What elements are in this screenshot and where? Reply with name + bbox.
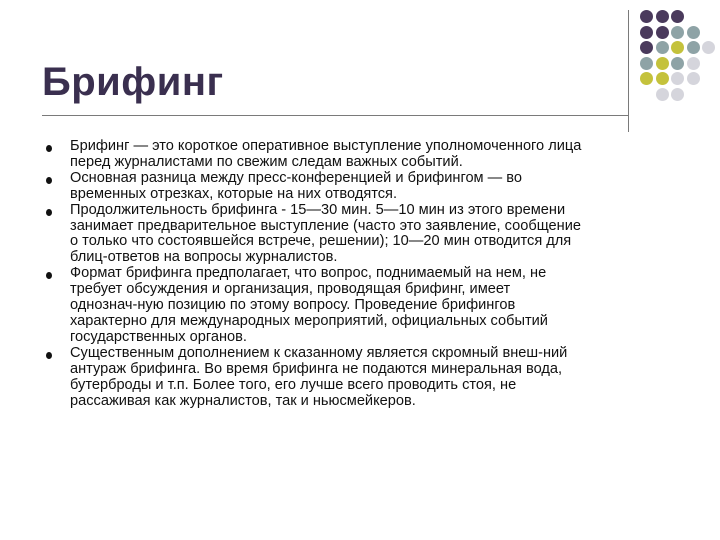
decorative-dot	[687, 26, 700, 39]
decorative-dot-grid	[640, 10, 720, 110]
decorative-dot	[640, 41, 653, 54]
bullet-line: Продолжительность брифинга - 15—30 мин. 5—10 мин из этого времени	[70, 201, 566, 218]
bullet-line: перед журналистами по свежим следам важных событий.	[70, 153, 463, 170]
decorative-dot	[640, 72, 653, 85]
bullet-line: блиц-ответов на вопросы журналистов.	[70, 249, 338, 266]
vertical-divider	[628, 10, 629, 132]
decorative-dot	[671, 72, 684, 85]
bullet-line: требует обсуждения и организация, проводящая брифинг, имеет	[70, 281, 511, 298]
bullet-icon	[46, 209, 52, 216]
bullet-item	[44, 139, 674, 171]
bullet-line: характерно для международных мероприятий, официальных событий	[70, 312, 548, 329]
decorative-dot	[687, 41, 700, 54]
bullet-line: Основная разница между пресс-конференцией и брифингом — во	[70, 169, 522, 186]
bullet-list	[44, 139, 674, 409]
decorative-dot	[656, 57, 669, 70]
bullet-item	[44, 266, 674, 346]
bullet-line: государственных органов.	[70, 328, 247, 345]
bullet-icon	[46, 145, 52, 152]
bullet-item	[44, 346, 674, 410]
bullet-line: бутерброды и т.п. Более того, его лучше всего проводить стоя, не	[70, 376, 517, 393]
decorative-dot	[656, 26, 669, 39]
title-divider	[42, 115, 628, 116]
bullet-line: Брифинг — это короткое оперативное выступление уполномоченного лица	[70, 138, 582, 154]
decorative-dot	[702, 41, 715, 54]
decorative-dot	[671, 10, 684, 23]
bullet-line: занимает предварительное выступление (часто это заявление, сообщение	[70, 217, 581, 234]
bullet-item	[44, 171, 674, 203]
bullet-icon	[46, 272, 52, 279]
slide-title: Брифинг	[42, 60, 224, 104]
bullet-line: о только что состоявшейся встрече, решении); 10—20 мин отводится для	[70, 233, 572, 250]
decorative-dot	[656, 41, 669, 54]
decorative-dot	[640, 57, 653, 70]
decorative-dot	[671, 57, 684, 70]
decorative-dot	[671, 41, 684, 54]
bullet-item	[44, 203, 674, 267]
decorative-dot	[671, 88, 684, 101]
decorative-dot	[656, 88, 669, 101]
decorative-dot	[687, 57, 700, 70]
decorative-dot	[640, 26, 653, 39]
decorative-dot	[671, 26, 684, 39]
bullet-icon	[46, 177, 52, 184]
bullet-line: рассаживая как журналистов, так и ньюсмейкеров.	[70, 392, 416, 409]
bullet-line: однознач-ную позицию по этому вопросу. Проведение брифингов	[70, 297, 516, 314]
bullet-line: Существенным дополнением к сказанному является скромный внеш-ний	[70, 344, 568, 361]
decorative-dot	[656, 10, 669, 23]
decorative-dot	[656, 72, 669, 85]
decorative-dot	[640, 10, 653, 23]
bullet-icon	[46, 352, 52, 359]
bullet-line: Формат брифинга предполагает, что вопрос, поднимаемый на нем, не	[70, 265, 547, 282]
bullet-line: антураж брифинга. Во время брифинга не подаются минеральная вода,	[70, 360, 563, 377]
decorative-dot	[687, 72, 700, 85]
bullet-line: временных отрезках, которые на них отводятся.	[70, 185, 398, 202]
